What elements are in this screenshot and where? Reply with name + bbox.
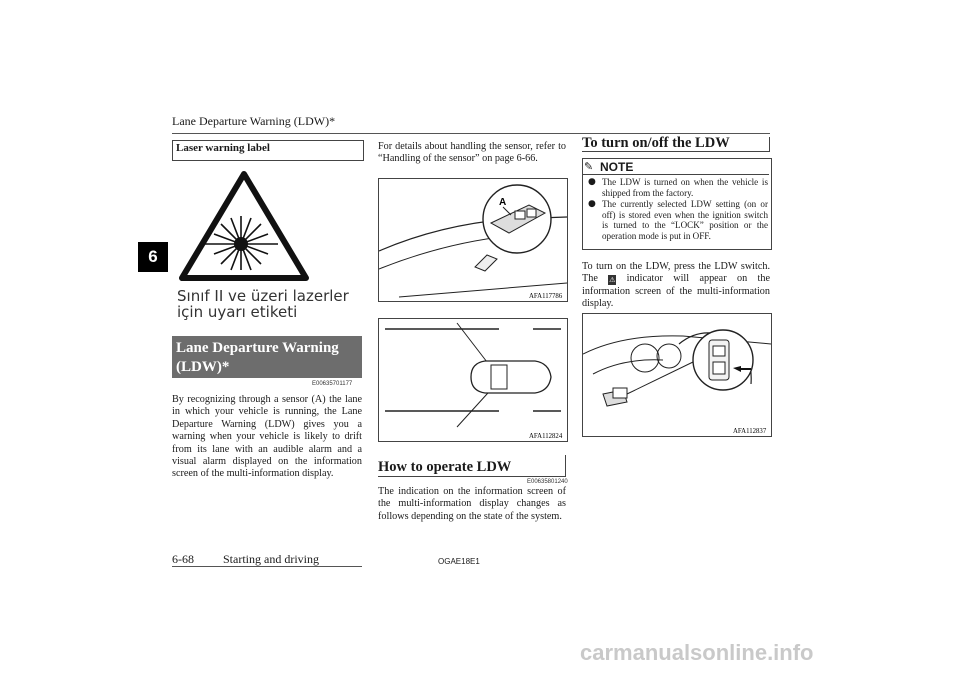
turn-on-body [582, 261, 770, 311]
laser-label-title: Laser warning label [176, 142, 270, 154]
how-to-operate-heading: How to operate LDW [378, 459, 512, 475]
section-title-banner: Lane Departure Warning (LDW)* [172, 336, 362, 378]
note-item [588, 199, 768, 241]
note-list [588, 177, 768, 243]
note-pencil-icon: ✎ [584, 160, 594, 173]
how-to-operate-code: E00635801240 [527, 479, 568, 485]
page-number: 6-68 [172, 552, 194, 566]
sensor-marker-a: A [499, 197, 507, 208]
footer-rule [172, 566, 362, 567]
figure1-code: AFA117786 [529, 293, 563, 300]
laser-hazard-icon [174, 170, 360, 320]
section-code: E00635701177 [312, 381, 353, 387]
how-to-operate-body: The indication on the information screen of the multi-information display changes as follows depending on the state of the system. [378, 486, 566, 522]
ldw-indicator-icon: ⚠ [609, 276, 616, 285]
windshield-sensor-illustration [379, 179, 567, 301]
figure2-code: AFA112824 [529, 433, 563, 440]
note-rule [583, 174, 769, 175]
switch-figure [582, 313, 772, 437]
watermark: carmanualsonline.info [580, 640, 814, 665]
turn-on-text-cont: indicator will appear on the information screen of the multi-information display. [582, 273, 771, 310]
figure3-code: AFA112837 [733, 428, 767, 435]
sensor-handling-text: For details about handling the sensor, refer to “Handling of the sensor” on page 6-66. [378, 141, 566, 165]
dashboard-switch-illustration [583, 314, 771, 436]
sensor-figure [378, 178, 568, 302]
chapter-tab: 6 [138, 242, 168, 272]
heading-rule [378, 476, 566, 477]
bullet-icon: ● [588, 199, 596, 210]
note-text: The LDW is turned on when the vehicle is shipped from the factory. [602, 177, 768, 198]
turn-on-off-heading: To turn on/off the LDW [582, 135, 730, 151]
laser-label-line2: için uyarı etiketi [177, 303, 298, 320]
bullet-icon: ● [588, 177, 596, 187]
document-code: OGAE18E1 [438, 557, 480, 566]
note-text: The currently selected LDW setting (on or off) is stored even when the ignition switch is turned to the “LOCK” position or the operation mode is put in OFF. [602, 199, 768, 241]
running-title: Lane Departure Warning (LDW)* [172, 114, 336, 128]
laser-warning-graphic [174, 170, 360, 320]
header-rule [172, 133, 770, 134]
heading-vertical-rule [565, 455, 566, 477]
turn-on-text: To turn on the LDW, press the LDW switch. The [582, 261, 770, 285]
section-body: By recognizing through a sensor (A) the lane in which your vehicle is running, the Lane Departure Warning (LDW) gives you a warning when your vehicle is likely to drift from its lane with an audible alarm and a visual alarm displayed on the information screen of the multi-information display. [172, 394, 362, 480]
heading-rule [582, 151, 770, 152]
lane-figure [378, 318, 568, 442]
laser-label-line1: Sınıf II ve üzeri lazerler [177, 287, 349, 305]
page-section: Starting and driving [223, 552, 319, 566]
note-header: NOTE [600, 160, 634, 174]
lane-departure-illustration [379, 319, 567, 441]
heading-vertical-rule [769, 137, 770, 152]
note-item [588, 177, 768, 198]
